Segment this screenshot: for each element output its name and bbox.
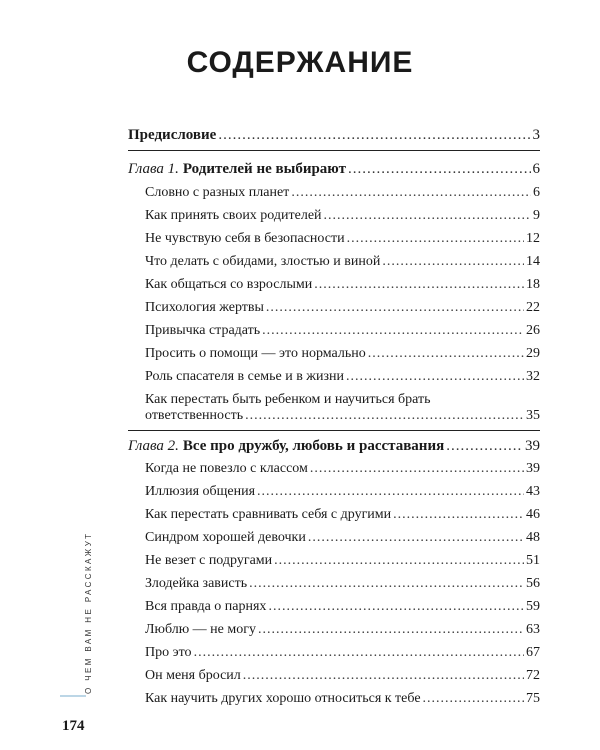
toc-entry-label: Как общаться со взрослыми <box>145 277 313 292</box>
toc-entry[interactable] <box>145 392 540 424</box>
toc-entry-label: Когда не повезло с классом <box>145 461 308 476</box>
chapter-2-heading[interactable] <box>128 438 540 454</box>
toc-entry[interactable] <box>145 461 540 477</box>
toc-entry[interactable] <box>145 369 540 385</box>
toc-entry[interactable] <box>145 277 540 293</box>
toc-entry-label: Иллюзия общения <box>145 484 256 499</box>
toc-entry-label: Про это <box>145 645 192 660</box>
chapter-number: Глава 2. <box>128 438 179 454</box>
toc-entry-page: 48 <box>526 530 540 545</box>
dot-leader <box>274 553 524 569</box>
toc-entry-label: Предисловие <box>128 127 217 143</box>
chapter-1-sections <box>128 185 540 424</box>
dot-leader <box>446 438 523 454</box>
chapter-1-heading[interactable] <box>128 161 540 177</box>
dot-leader <box>382 254 524 270</box>
toc-entry[interactable] <box>145 323 540 339</box>
divider <box>128 430 540 431</box>
toc-entry-page: 75 <box>526 691 540 706</box>
toc-entry-page: 14 <box>526 254 540 269</box>
toc-entry-label: Не везет с подругами <box>145 553 273 568</box>
dot-leader <box>257 484 524 500</box>
toc-entry-label: Как перестать быть ребенком и научиться брать <box>145 392 431 407</box>
toc-entry-label: Как научить других хорошо относиться к тебе <box>145 691 421 706</box>
toc-entry-label: Просить о помощи — это нормально <box>145 346 366 361</box>
dot-leader <box>249 576 524 592</box>
toc-entry-label: Что делать с обидами, злостью и виной <box>145 254 381 269</box>
dot-leader <box>393 507 524 523</box>
dot-leader <box>310 461 524 477</box>
running-head-vertical: О ЧЕМ ВАМ НЕ РАССКАЖУТ <box>84 531 93 694</box>
toc-entry-page: 6 <box>532 161 540 177</box>
dot-leader <box>291 185 531 201</box>
dot-leader <box>368 346 524 362</box>
toc-entry-label: Он меня бросил <box>145 668 241 683</box>
page-title: СОДЕРЖАНИЕ <box>186 46 414 79</box>
toc-entry[interactable] <box>145 599 540 615</box>
dot-leader <box>268 599 524 615</box>
decorative-bar <box>60 695 86 697</box>
toc-entry-page: 39 <box>525 438 540 454</box>
page-number: 174 <box>62 718 85 734</box>
toc-entry[interactable] <box>145 231 540 247</box>
toc-entry[interactable] <box>145 300 540 316</box>
dot-leader <box>423 691 524 707</box>
toc-entry-page: 6 <box>533 185 540 200</box>
toc-entry-preface[interactable] <box>128 127 540 143</box>
dot-leader <box>348 161 531 177</box>
toc-entry-label: Синдром хорошей девочки <box>145 530 306 545</box>
chapter-2-sections <box>128 461 540 707</box>
dot-leader <box>218 127 530 143</box>
toc-entry-page: 67 <box>526 645 540 660</box>
dot-leader <box>194 645 524 661</box>
toc-entry-label: Роль спасателя в семье и в жизни <box>145 369 344 384</box>
toc-entry-page: 9 <box>533 208 540 223</box>
toc-entry-page: 72 <box>526 668 540 683</box>
toc-entry-label: Привычка страдать <box>145 323 261 338</box>
toc-entry-page: 29 <box>526 346 540 361</box>
toc-entry[interactable] <box>145 622 540 638</box>
toc-entry-page: 59 <box>526 599 540 614</box>
toc-entry-page: 51 <box>526 553 540 568</box>
toc-entry-page: 46 <box>526 507 540 522</box>
dot-leader <box>324 208 531 224</box>
chapter-number: Глава 1. <box>128 161 179 177</box>
toc-entry-label: Как перестать сравнивать себя с другими <box>145 507 392 522</box>
toc-entry-page: 3 <box>532 127 540 143</box>
toc-entry-label: Вся правда о парнях <box>145 599 267 614</box>
toc-entry-page: 63 <box>526 622 540 637</box>
toc-entry-label: Не чувствую себя в безопасности <box>145 231 345 246</box>
dot-leader <box>262 323 524 339</box>
toc-entry[interactable] <box>145 507 540 523</box>
dot-leader <box>346 369 524 385</box>
table-of-contents <box>128 117 540 707</box>
toc-entry[interactable] <box>145 668 540 684</box>
toc-entry-page: 26 <box>526 323 540 338</box>
toc-entry-label: Злодейка зависть <box>145 576 248 591</box>
dot-leader <box>243 668 524 684</box>
toc-entry[interactable] <box>145 208 540 224</box>
toc-entry-page: 12 <box>526 231 540 246</box>
toc-entry[interactable] <box>145 553 540 569</box>
toc-entry[interactable] <box>145 691 540 707</box>
toc-entry-page: 32 <box>526 369 540 384</box>
toc-entry-label: Словно с разных планет <box>145 185 290 200</box>
toc-entry-page: 56 <box>526 576 540 591</box>
toc-entry-page: 22 <box>526 300 540 315</box>
toc-entry[interactable] <box>145 185 540 201</box>
toc-entry-page: 43 <box>526 484 540 499</box>
toc-entry-label: Психология жертвы <box>145 300 264 315</box>
dot-leader <box>258 622 524 638</box>
toc-entry-page: 35 <box>526 408 540 423</box>
toc-entry-label: Как принять своих родителей <box>145 208 322 223</box>
toc-entry[interactable] <box>145 645 540 661</box>
toc-entry[interactable] <box>145 576 540 592</box>
toc-entry-label: Люблю — не могу <box>145 622 256 637</box>
dot-leader <box>245 408 524 424</box>
chapter-title: Все про дружбу, любовь и расставания <box>182 438 445 454</box>
divider <box>128 150 540 151</box>
toc-entry[interactable] <box>145 346 540 362</box>
chapter-title: Родителей не выбирают <box>182 161 346 177</box>
toc-entry[interactable] <box>145 254 540 270</box>
dot-leader <box>266 300 524 316</box>
dot-leader <box>314 277 524 293</box>
toc-entry-page: 18 <box>526 277 540 292</box>
toc-entry-label-continued: ответственность <box>145 408 244 423</box>
toc-entry[interactable] <box>145 530 540 546</box>
toc-entry[interactable] <box>145 484 540 500</box>
toc-entry-page: 39 <box>526 461 540 476</box>
dot-leader <box>347 231 524 247</box>
dot-leader <box>308 530 524 546</box>
